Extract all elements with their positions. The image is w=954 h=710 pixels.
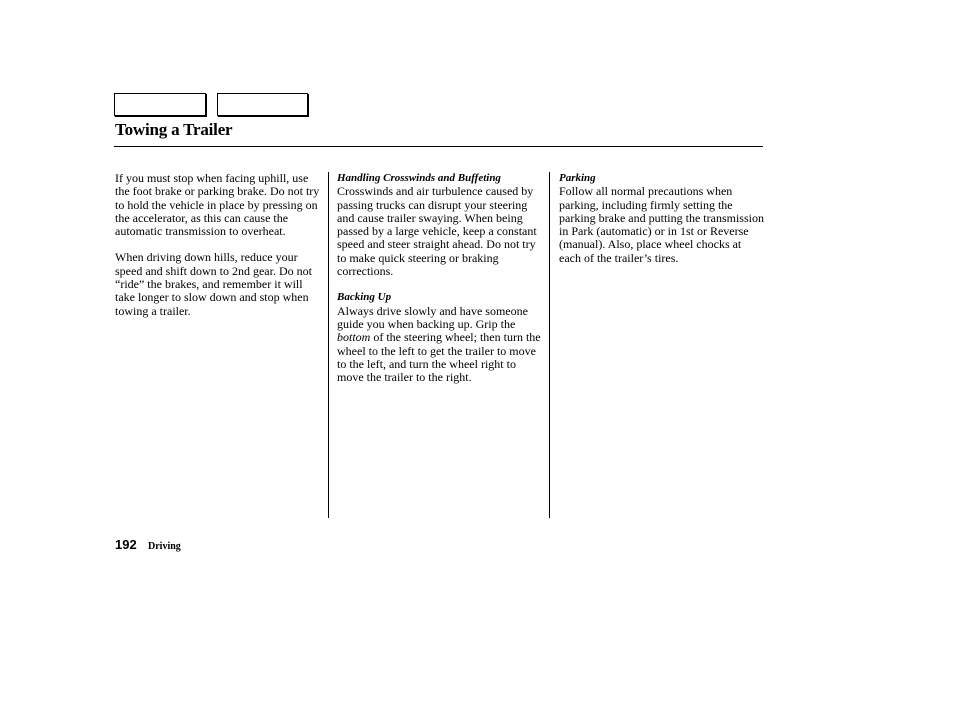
heading-crosswinds: Handling Crosswinds and Buffeting — [337, 172, 501, 184]
column-divider — [549, 172, 550, 518]
column-left — [115, 172, 320, 318]
heading-backing-up: Backing Up — [337, 291, 392, 304]
section-name: Driving — [148, 541, 181, 552]
nav-button-previous[interactable] — [114, 93, 206, 116]
title-divider — [114, 146, 763, 147]
column-divider — [328, 172, 329, 518]
paragraph-uphill: If you must stop when facing uphill, use the foot brake or parking brake. Do not try to hold the vehicle in place by pressing on the accelerator, as this can cause the automatic transmission to overheat. — [115, 171, 320, 239]
paragraph-backing-up — [337, 305, 545, 385]
column-right — [559, 172, 764, 265]
nav-button-next[interactable] — [217, 93, 308, 116]
page-title: Towing a Trailer — [115, 120, 233, 139]
page-number: 192 — [115, 537, 137, 552]
backing-text-start: Always drive slowly and have someone guide you when backing up. Grip the — [337, 303, 528, 331]
paragraph-crosswinds: Crosswinds and air turbulence caused by passing trucks can disrupt your steering and cause trailer swaying. When being passed by a large vehicle, keep a constant speed and steer straight ahead. Do not try to make quick steering or braking corrections. — [337, 184, 537, 279]
backing-emphasis: bottom — [337, 330, 371, 345]
backing-text-end: of the steering wheel; then turn the wheel to the left to get the trailer to move to the left, and turn the wheel right to move the trailer to the right. — [337, 330, 541, 385]
paragraph-downhill: When driving down hills, reduce your speed and shift down to 2nd gear. Do not “ride” the brakes, and remember it will take longer to slow down and stop when towing a trailer. — [115, 250, 312, 318]
heading-parking: Parking — [559, 172, 596, 184]
column-middle — [337, 172, 545, 384]
paragraph-parking: Follow all normal precautions when parking, including firmly setting the parking brake and putting the transmission in Park (automatic) or in 1st or Reverse (manual). Also, place wheel chocks at each of the trailer’s tires. — [559, 184, 764, 265]
